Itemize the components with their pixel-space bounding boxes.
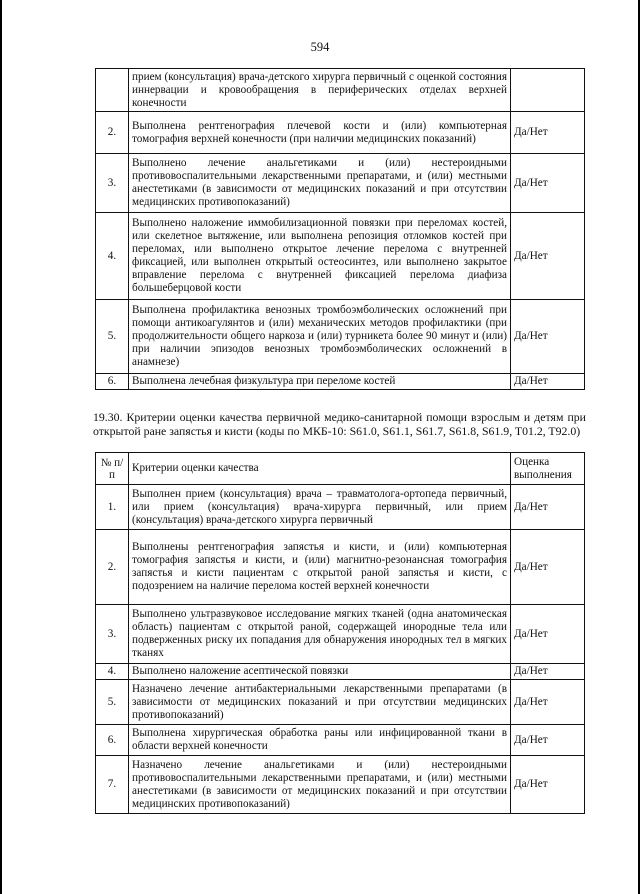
- table-row: [96, 680, 585, 725]
- table-row: [96, 485, 585, 530]
- criterion-text: Выполнена хирургическая обработка раны или инфицированной ткани в области верхней конечности: [129, 725, 511, 756]
- criterion-text: Назначено лечение анальгетиками и (или) нестероидными противовоспалительными лекарственными препаратами, и (или) местными анестетиками (в зависимости от медицинских показаний и при отсутствии медицинских противопоказаний): [129, 756, 511, 814]
- row-number: 2.: [96, 530, 129, 605]
- criterion-text: Выполнена профилактика венозных тромбоэмболических осложнений при помощи антикоагулянтов и (или) механических методов профилактики (при продолжительности общего наркоза и (или) турникета более 90 минут и (или) при наличии эпизодов венозных тромбоэмболических осложнений в анамнезе): [129, 300, 511, 374]
- score-value: Да/Нет: [511, 213, 585, 300]
- row-number: 6.: [96, 725, 129, 756]
- score-value: Да/Нет: [511, 374, 585, 390]
- row-number: 5.: [96, 680, 129, 725]
- row-number: 1.: [96, 485, 129, 530]
- header-number: № п/п: [96, 453, 129, 485]
- criterion-text: Выполнено ультразвуковое исследование мягких тканей (одна анатомическая область) пациентам с открытой раной, содержащей инородные тела или подверженных риску их попадания для обнаружения инородных тел в мягких тканях: [129, 605, 511, 664]
- criteria-table: [95, 452, 585, 814]
- criterion-text: Выполнена лечебная физкультура при переломе костей: [129, 374, 511, 390]
- score-value: Да/Нет: [511, 300, 585, 374]
- row-number: 4.: [96, 664, 129, 680]
- score-value: [511, 69, 585, 112]
- table-row: [96, 154, 585, 213]
- row-number: 7.: [96, 756, 129, 814]
- score-value: Да/Нет: [511, 112, 585, 154]
- row-number: 5.: [96, 300, 129, 374]
- table-row: [96, 530, 585, 605]
- table-row: [96, 374, 585, 390]
- table-row: [96, 69, 585, 112]
- score-value: Да/Нет: [511, 605, 585, 664]
- row-number: [96, 69, 129, 112]
- table-row: [96, 112, 585, 154]
- criteria-table-continued: [95, 68, 585, 390]
- criterion-text: Выполнена рентгенография плечевой кости и (или) компьютерная томография верхней конечности (при наличии медицинских показаний): [129, 112, 511, 154]
- header-criteria: Критерии оценки качества: [129, 453, 511, 485]
- table-row: [96, 300, 585, 374]
- table-row: [96, 725, 585, 756]
- scan-left-edge: [0, 0, 2, 894]
- table-row: [96, 664, 585, 680]
- row-number: 2.: [96, 112, 129, 154]
- score-value: Да/Нет: [511, 154, 585, 213]
- criterion-text: Выполнены рентгенография запястья и кисти, и (или) компьютерная томография запястья и кисти, и (или) магнитно-резонансная томография запястья и кисти пациентам с открытой раной запястья и кисти, с подозрением на наличие перелома костей верхней конечности: [129, 530, 511, 605]
- table-row: [96, 213, 585, 300]
- criterion-text: прием (консультация) врача-детского хирурга первичный с оценкой состояния иннервации и кровообращения в периферических отделах верхней конечности: [129, 69, 511, 112]
- page-number: 594: [310, 40, 330, 54]
- header-score: Оценка выполнения: [511, 453, 585, 485]
- section-title: 19.30. Критерии оценки качества первичной медико-санитарной помощи взрослым и детям при открытой ране запястья и кисти (коды по МКБ-10: S61.0, S61.1, S61.7, S61.8, S61.9, T01.2, T92.0): [93, 410, 586, 438]
- criterion-text: Назначено лечение антибактериальными лекарственными препаратами (в зависимости от медицинских показаний и при отсутствии медицинских противопоказаний): [129, 680, 511, 725]
- score-value: Да/Нет: [511, 530, 585, 605]
- criterion-text: Выполнено наложение иммобилизационной повязки при переломах костей, или скелетное вытяжение, или выполнена репозиция отломков костей при переломах, или выполнено открытое лечение перелома с внутренней фиксацией, или выполнен открытый остеосинтез, или выполнено закрытое вправление перелома с внутренней фиксацией перелома диафиза большеберцовой кости: [129, 213, 511, 300]
- criterion-text: Выполнено лечение анальгетиками и (или) нестероидными противовоспалительными лекарственными препаратами, и (или) местными анестетиками (в зависимости от медицинских показаний и при отсутствии медицинских противопоказаний): [129, 154, 511, 213]
- row-number: 3.: [96, 605, 129, 664]
- score-value: Да/Нет: [511, 725, 585, 756]
- row-number: 6.: [96, 374, 129, 390]
- score-value: Да/Нет: [511, 485, 585, 530]
- criterion-text: Выполнено наложение асептической повязки: [129, 664, 511, 680]
- score-value: Да/Нет: [511, 756, 585, 814]
- criterion-text: Выполнен прием (консультация) врача – травматолога-ортопеда первичный, или прием (консультация) врача-хирурга первичный, или прием (консультация) врача-детского хирурга первичный: [129, 485, 511, 530]
- row-number: 4.: [96, 213, 129, 300]
- table-row: [96, 756, 585, 814]
- table-header-row: [96, 453, 585, 485]
- table-row: [96, 605, 585, 664]
- row-number: 3.: [96, 154, 129, 213]
- score-value: Да/Нет: [511, 680, 585, 725]
- score-value: Да/Нет: [511, 664, 585, 680]
